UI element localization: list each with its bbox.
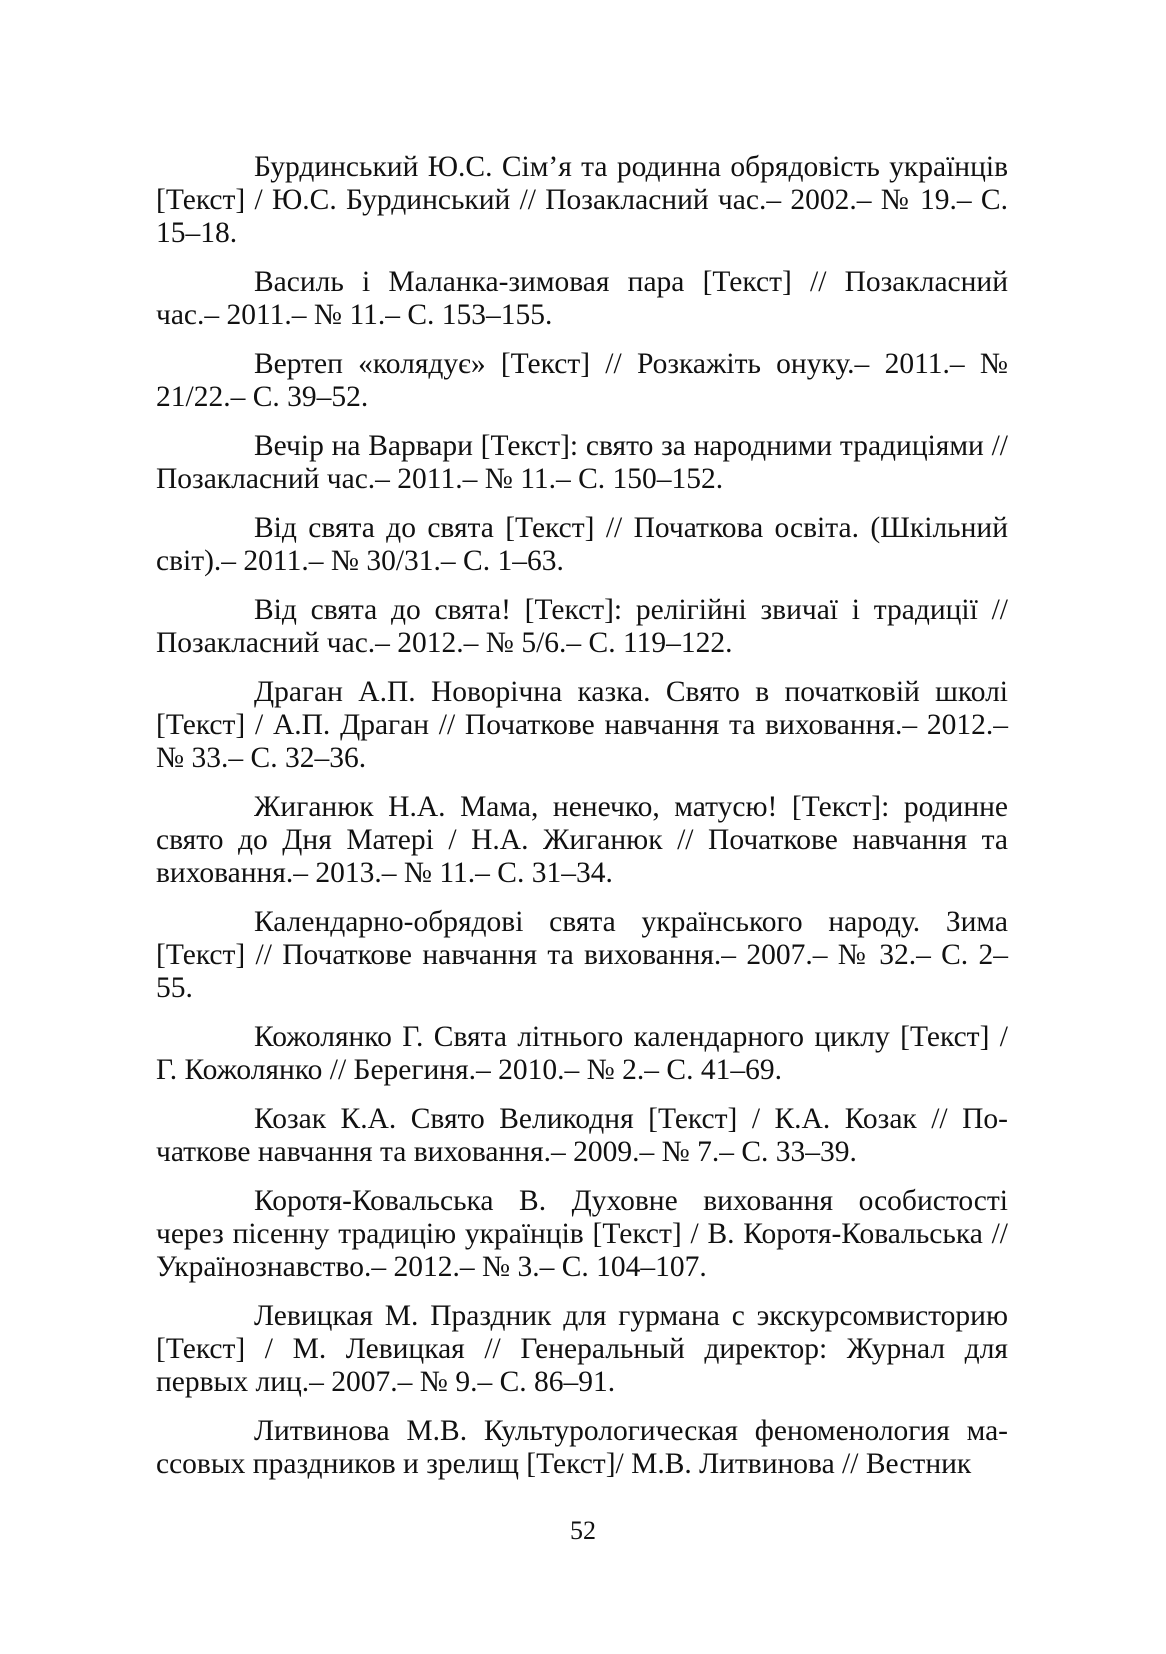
bibliography-entry: Вертеп «колядує» [Текст] // Розкажіть онуку.– 2011.– № 21/22.– С. 39–52. bbox=[156, 348, 1008, 413]
bibliography-entry: Драган А.П. Новорічна казка. Свято в початковій школі [Текст] / А.П. Драган // Початкове навчання та виховання.– 2012.– № 33.– С. 32–36. bbox=[156, 676, 1008, 774]
bibliography-entry: Литвинова М.В. Культурологическая феноменология массовых праздников и зрелищ [Текст]/ М.В. Литвинова // Вестник bbox=[156, 1415, 1008, 1480]
bibliography-entry: Козак К.А. Свято Великодня [Текст] / К.А. Козак // Початкове навчання та виховання.– 2009.– № 7.– С. 33–39. bbox=[156, 1103, 1008, 1168]
bibliography-entry: Від свята до свята [Текст] // Початкова освіта. (Шкільний світ).– 2011.– № 30/31.– С. 1–63. bbox=[156, 512, 1008, 577]
bibliography-entry: Бурдинський Ю.С. Сім’я та родинна обрядовість українців [Текст] / Ю.С. Бурдинський // Позакласний час.– 2002.– № 19.– С. 15–18. bbox=[156, 151, 1008, 249]
bibliography-list bbox=[156, 151, 1008, 1497]
bibliography-entry: Вечір на Варвари [Текст]: свято за народними традиціями // Позакласний час.– 2011.– № 11.– С. 150–152. bbox=[156, 430, 1008, 495]
bibliography-entry: Коротя-Ковальська В. Духовне виховання особистості через пісенну традицію українців [Текст] / В. Коротя-Ковальська // Українознавство.– 2012.– № 3.– С. 104–107. bbox=[156, 1185, 1008, 1283]
bibliography-entry: Від свята до свята! [Текст]: релігійні звичаї і традиції // Позакласний час.– 2012.– № 5/6.– С. 119–122. bbox=[156, 594, 1008, 659]
bibliography-entry: Жиганюк Н.А. Мама, ненечко, матусю! [Текст]: родинне свято до Дня Матері / Н.А. Жиганюк // Початкове навчання та виховання.– 2013.– № 11.– С. 31–34. bbox=[156, 791, 1008, 889]
bibliography-entry: Календарно-обрядові свята українського народу. Зима [Текст] // Початкове навчання та виховання.– 2007.– № 32.– С. 2–55. bbox=[156, 906, 1008, 1004]
page-number: 52 bbox=[570, 1516, 596, 1545]
bibliography-entry: Кожолянко Г. Свята літнього календарного циклу [Текст] / Г. Кожолянко // Берегиня.– 2010.– № 2.– С. 41–69. bbox=[156, 1021, 1008, 1086]
bibliography-entry: Василь і Маланка-зимовая пара [Текст] // Позакласний час.– 2011.– № 11.– С. 153–155. bbox=[156, 266, 1008, 331]
bibliography-entry: Левицкая М. Праздник для гурмана с экскурсомвисторию [Текст] / М. Левицкая // Генеральный директор: Журнал для первых лиц.– 2007.– № 9.– С. 86–91. bbox=[156, 1300, 1008, 1398]
